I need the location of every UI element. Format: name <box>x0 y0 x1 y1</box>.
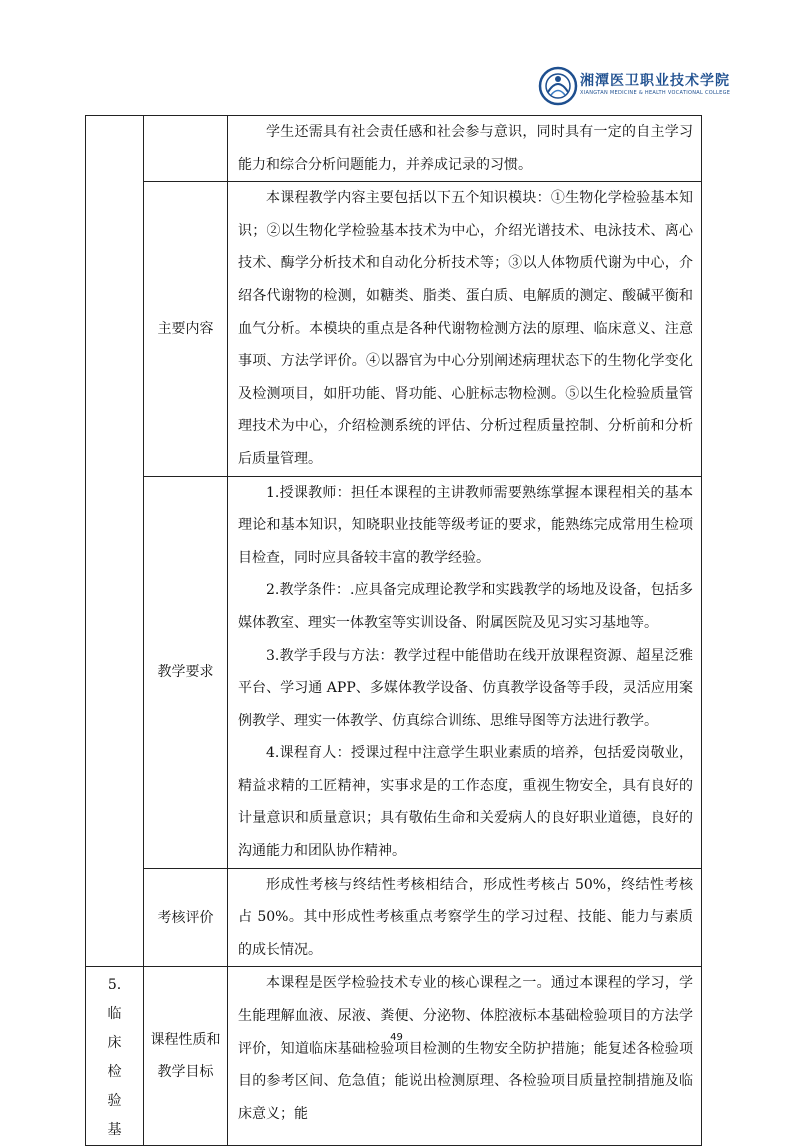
goal-continuation-text: 学生还需具有社会责任感和社会参与意识，同时具有一定的自主学习能力和综合分析问题能力，并养成记录的习惯。 <box>238 124 693 173</box>
logo-subtitle: XIANGTAN MEDICINE & HEALTH VOCATIONAL COLLEGE <box>580 90 731 96</box>
table-row <box>86 868 702 967</box>
main-content-label: 主要内容 <box>144 182 228 476</box>
course-name-char: 床 <box>107 1035 122 1052</box>
main-content-text: 本课程教学内容主要包括以下五个知识模块：①生物化学检验基本知识；②以生物化学检验基本技术为中心，介绍光谱技术、电泳技术、离心技术、酶学分析技术和自动化分析技术等；③以人体物质代谢为中心，介绍各代谢物的检测，如糖类、脂类、蛋白质、电解质的测定、酸碱平衡和血气分析。本模块的重点是各种代谢物检测方法的原理、临床意义、注意事项、方法学评价。④以器官为中心分别阐述病理状态下的生物化学变化及检测项目，如肝功能、肾功能、心脏标志物检测。⑤以生化检验质量管理技术为中心，介绍检测系统的评估、分析过程质量控制、分析前和分析后质量管理。 <box>238 190 693 467</box>
table-row <box>86 116 702 182</box>
course-name-char: 基 <box>107 1122 122 1139</box>
nature-goal-label-line1: 课程性质和 <box>150 1032 221 1049</box>
teaching-requirements-label: 教学要求 <box>144 476 228 868</box>
course-table <box>85 115 702 1146</box>
nature-goal-label-line2: 教学目标 <box>157 1064 214 1081</box>
page-number: 49 <box>390 1032 403 1043</box>
goal-continuation-cell <box>228 116 702 182</box>
logo-title: 湘潭医卫职业技术学院 <box>580 73 730 89</box>
table-row <box>86 182 702 476</box>
nature-goal-text: 本课程是医学检验技术专业的核心课程之一。通过本课程的学习，学生能理解血液、尿液、粪便、分泌物、体腔液标本基础检验项目的方法学评价，知道临床基础检验项目检测的生物安全防护措施；能复述各检验项目的参考区间、危急值；能说出检测原理、各检验项目质量控制措施及临床意义；能 <box>238 975 693 1122</box>
main-content-cell <box>228 182 702 476</box>
requirement-teacher: 1.授课教师：担任本课程的主讲教师需要熟练掌握本课程相关的基本理论和基本知识，知晓职业技能等级考证的要求，能熟练完成常用生检项目检查，同时应具备较丰富的教学经验。 <box>238 484 693 566</box>
course-number-cell <box>86 967 144 1146</box>
table-row <box>86 967 702 1146</box>
course-name-char: 临 <box>107 1006 122 1023</box>
empty-label-cell <box>144 116 228 182</box>
nature-goal-label <box>144 967 228 1146</box>
course-number: 5. <box>107 977 122 994</box>
table-row <box>86 476 702 868</box>
assessment-text: 形成性考核与终结性考核相结合，形成性考核占 50%，终结性考核占 50%。其中形成性考核重点考察学生的学习过程、技能、能力与素质的成长情况。 <box>238 876 693 958</box>
merged-empty-cell <box>86 116 144 967</box>
requirement-conditions: 2.教学条件：.应具备完成理论教学和实践教学的场地及设备，包括多媒体教室、理实一体教室等实训设备、附属医院及见习实习基地等。 <box>238 582 693 631</box>
teaching-requirements-cell <box>228 476 702 868</box>
requirement-methods: 3.教学手段与方法：教学过程中能借助在线开放课程资源、超星泛雅平台、学习通 APP、多媒体教学设备、仿真教学设备等手段，灵活应用案例教学、理实一体教学、仿真综合训练、思维导图等方法进行教学。 <box>238 647 693 729</box>
assessment-label: 考核评价 <box>144 868 228 967</box>
course-name-char: 检 <box>107 1064 122 1081</box>
course-name-char: 验 <box>107 1093 122 1110</box>
nature-goal-cell <box>228 967 702 1146</box>
requirement-education: 4.课程育人：授课过程中注意学生职业素质的培养，包括爱岗敬业，精益求精的工匠精神，实事求是的工作态度，重视生物安全，具有良好的计量意识和质量意识；具有敬佑生命和关爱病人的良好职业道德，良好的沟通能力和团队协作精神。 <box>238 745 693 860</box>
assessment-cell <box>228 868 702 967</box>
